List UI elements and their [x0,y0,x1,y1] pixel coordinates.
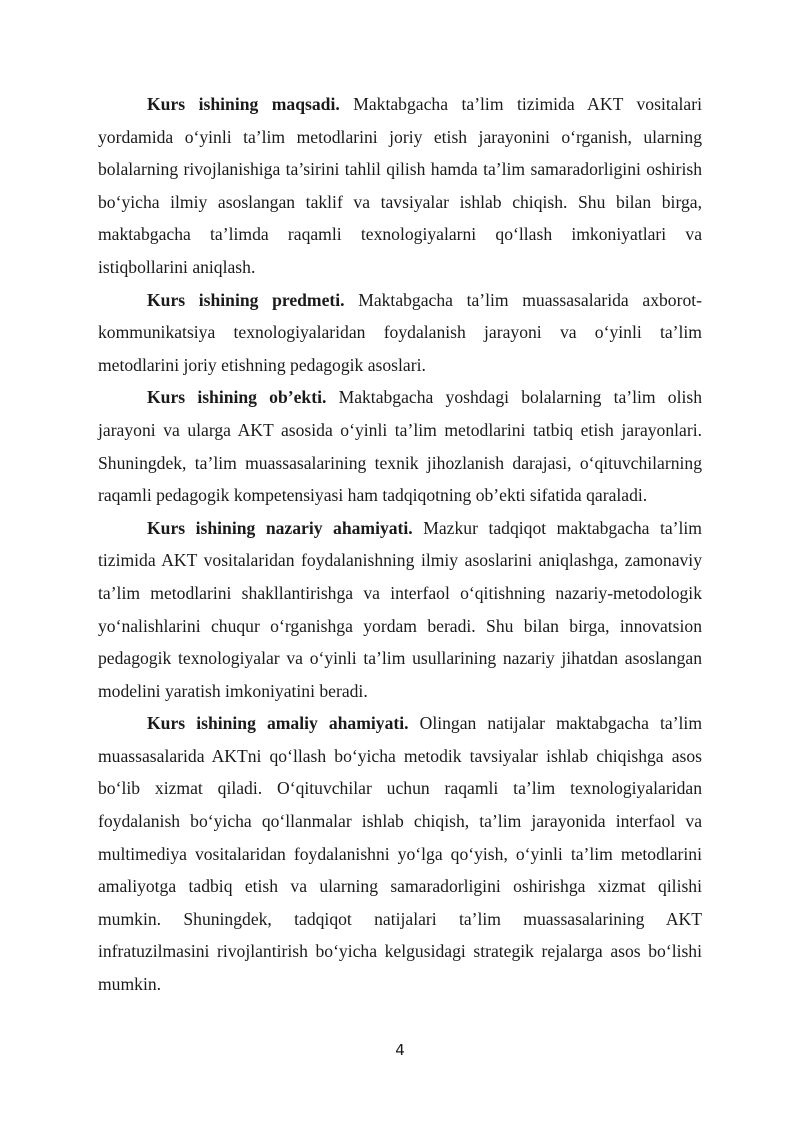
document-page [98,88,702,1001]
paragraph-text: Mazkur tadqiqot maktabgacha ta’lim tizimida AKT vositalaridan foydalanishning ilmiy asoslarini aniqlashga, zamonaviy ta’lim metodlarini shakllantirishga va interfaol o‘qitishning nazariy-metodologik yo‘nalishlarini chuqur o‘rganishga yordam beradi. Shu bilan birga, innovatsion pedagogik texnologiyalar va o‘yinli ta’lim usullarining nazariy jihatdan asoslangan modelini yaratish imkoniyatini beradi. [98,517,702,701]
paragraph-text: Maktabgacha yoshdagi bolalarning ta’lim olish jarayoni va ularga AKT asosida o‘yinli ta’lim metodlarini tatbiq etish jarayonlari. Shuningdek, ta’lim muassasalarining texnik jihozlanish darajasi, o‘qituvchilarning raqamli pedagogik kompetensiyasi ham tadqiqotning ob’ekti sifatida qaraladi. [98,387,702,506]
paragraph-heading: Kurs ishining nazariy ahamiyati. [147,517,413,538]
paragraph-theoretical-significance [98,512,702,708]
paragraph-text: Olingan natijalar maktabgacha ta’lim muassasalarida AKTni qo‘llash bo‘yicha metodik tavsiyalar ishlab chiqishga asos bo‘lib xizmat qiladi. O‘qituvchilar uchun raqamli ta’lim texnologiyalaridan foydalanish bo‘yicha qo‘llanmalar ishlab chiqish, ta’lim jarayonida interfaol va multimediya vositalaridan foydalanishni yo‘lga qo‘yish, o‘yinli ta’lim metodlarini amaliyotga tadbiq etish va ularning samaradorligini oshirishga xizmat qilishi mumkin. Shuningdek, tadqiqot natijalari ta’lim muassasalarining AKT infratuzilmasini rivojlantirish bo‘yicha kelgusidagi strategik rejalarga asos bo‘lishi mumkin. [98,713,703,995]
paragraph-heading: Kurs ishining ob’ekti. [147,387,327,408]
paragraph-heading: Kurs ishining amaliy ahamiyati. [147,713,409,734]
paragraph-practical-significance [98,707,702,1000]
paragraph-subject [98,284,702,382]
paragraph-heading: Kurs ishining maqsadi. [147,94,340,114]
paragraph-text: Maktabgacha ta’lim tizimida AKT vositalari yordamida o‘yinli ta’lim metodlarini joriy etish jarayonini o‘rganish, ularning bolalarning rivojlanishiga ta’sirini tahlil qilish hamda ta’lim samaradorligini oshirish bo‘yicha ilmiy asoslangan taklif va tavsiyalar ishlab chiqish. Shu bilan birga, maktabgacha ta’limda raqamli texnologiyalarni qo‘llash imkoniyatlari va istiqbollarini aniqlash. [98,94,702,277]
page-number: 4 [395,1041,405,1059]
paragraph-text: Maktabgacha ta’lim muassasalarida axborot-kommunikatsiya texnologiyalaridan foydalanish jarayoni va o‘yinli ta’lim metodlarini joriy etishning pedagogik asoslari. [98,289,702,375]
paragraph-heading: Kurs ishining predmeti. [147,289,345,310]
paragraph-object [98,381,702,511]
paragraph-goal [98,88,702,284]
